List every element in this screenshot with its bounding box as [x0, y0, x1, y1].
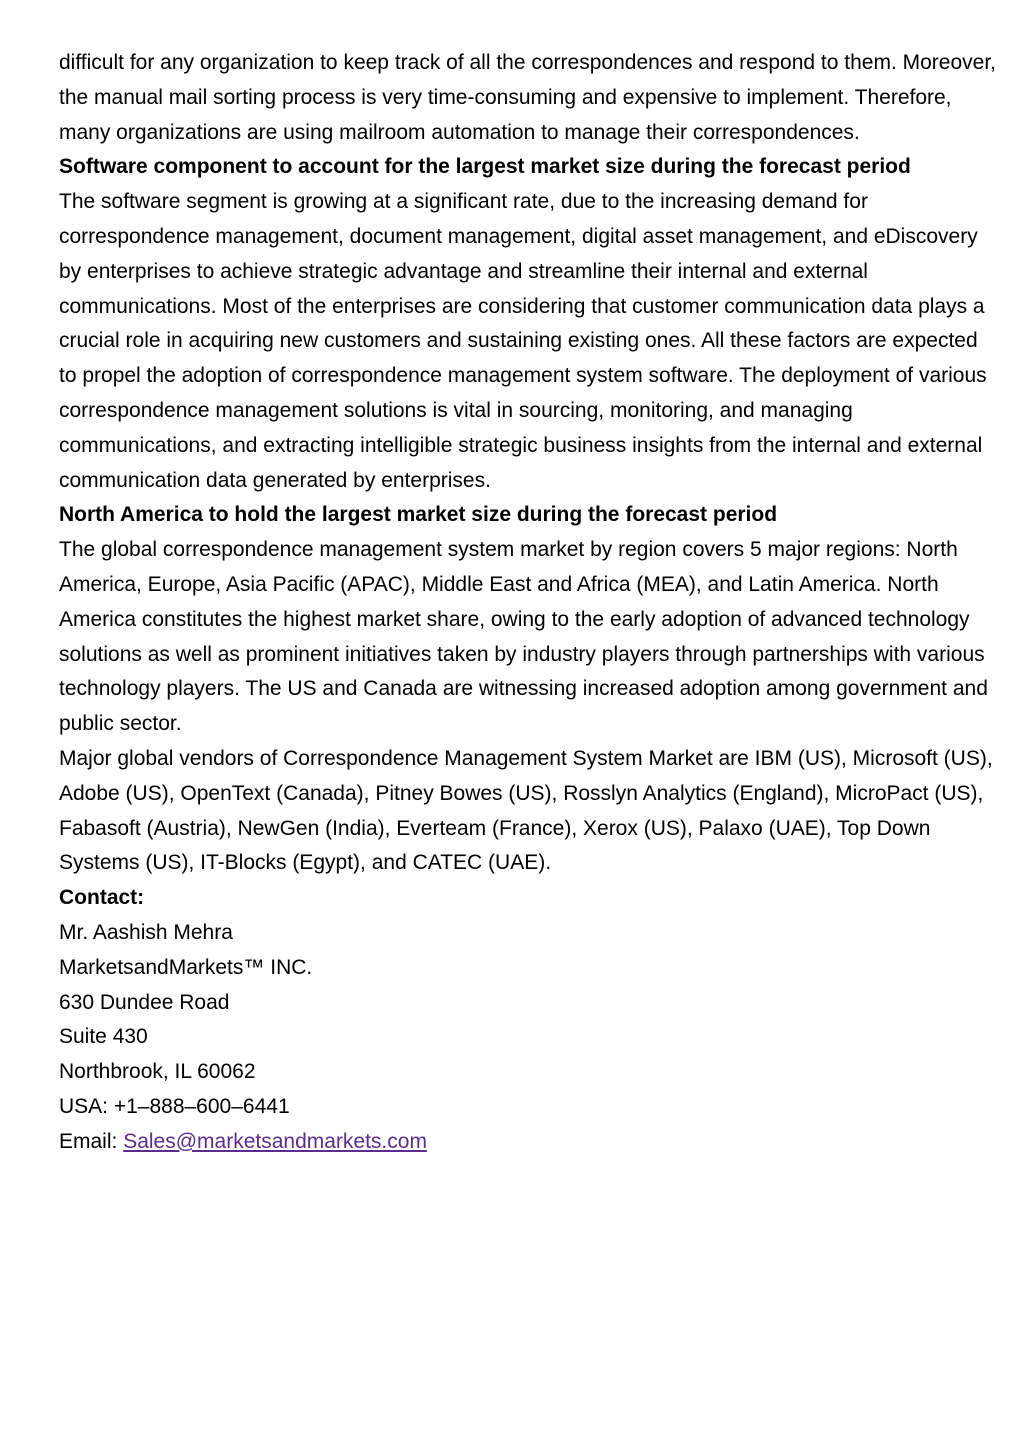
intro-paragraph: difficult for any organization to keep track of all the correspondences and respond to them. Moreover, the manual mail sorting process is very time-consuming and expensive to implement. Therefore, many organizations are using mailroom automation to manage their correspondences.	[59, 51, 996, 144]
contact-email-line	[59, 1125, 999, 1160]
contact-phone: USA: +1–888–600–6441	[59, 1094, 290, 1118]
vendors-paragraph: Major global vendors of Correspondence Management System Market are IBM (US), Microsoft (US), Adobe (US), OpenText (Canada), Pitney Bowes (US), Rosslyn Analytics (England), MicroPact (US), Fabasoft (Austria), NewGen (India), Everteam (France), Xerox (US), Palaxo (UAE), Top Down Systems (US), IT-Blocks (Egypt), and CATEC (UAE).	[59, 746, 993, 875]
contact-address-line2: Suite 430	[59, 1025, 148, 1049]
document-page	[59, 46, 999, 1160]
section-heading-north-america: North America to hold the largest market size during the forecast period	[59, 503, 778, 527]
contact-company: MarketsandMarkets™ INC.	[59, 955, 313, 979]
contact-heading: Contact:	[59, 886, 145, 910]
section-paragraph-software: The software segment is growing at a significant rate, due to the increasing demand for correspondence management, document management, digital asset management, and eDiscovery by enterprises to achieve strategic advantage and streamline their internal and external communications. Most of the enterprises are considering that customer communication data plays a crucial role in acquiring new customers and sustaining existing ones. All these factors are expected to propel the adoption of correspondence management system software. The deployment of various correspondence management solutions is vital in sourcing, monitoring, and managing communications, and extracting intelligible strategic business insights from the internal and external communication data generated by enterprises.	[59, 190, 987, 492]
contact-address-line1: 630 Dundee Road	[59, 990, 230, 1014]
contact-name: Mr. Aashish Mehra	[59, 920, 233, 944]
email-label: Email:	[59, 1129, 124, 1153]
section-heading-software: Software component to account for the largest market size during the forecast period	[59, 155, 911, 179]
section-paragraph-north-america: The global correspondence management system market by region covers 5 major regions: North America, Europe, Asia Pacific (APAC), Middle East and Africa (MEA), and Latin America. North America constitutes the highest market share, owing to the early adoption of advanced technology solutions as well as prominent initiatives taken by industry players through partnerships with various technology players. The US and Canada are witnessing increased adoption among government and public sector.	[59, 538, 988, 736]
contact-city: Northbrook, IL 60062	[59, 1060, 256, 1084]
email-link[interactable]: Sales@marketsandmarkets.com	[123, 1129, 427, 1153]
